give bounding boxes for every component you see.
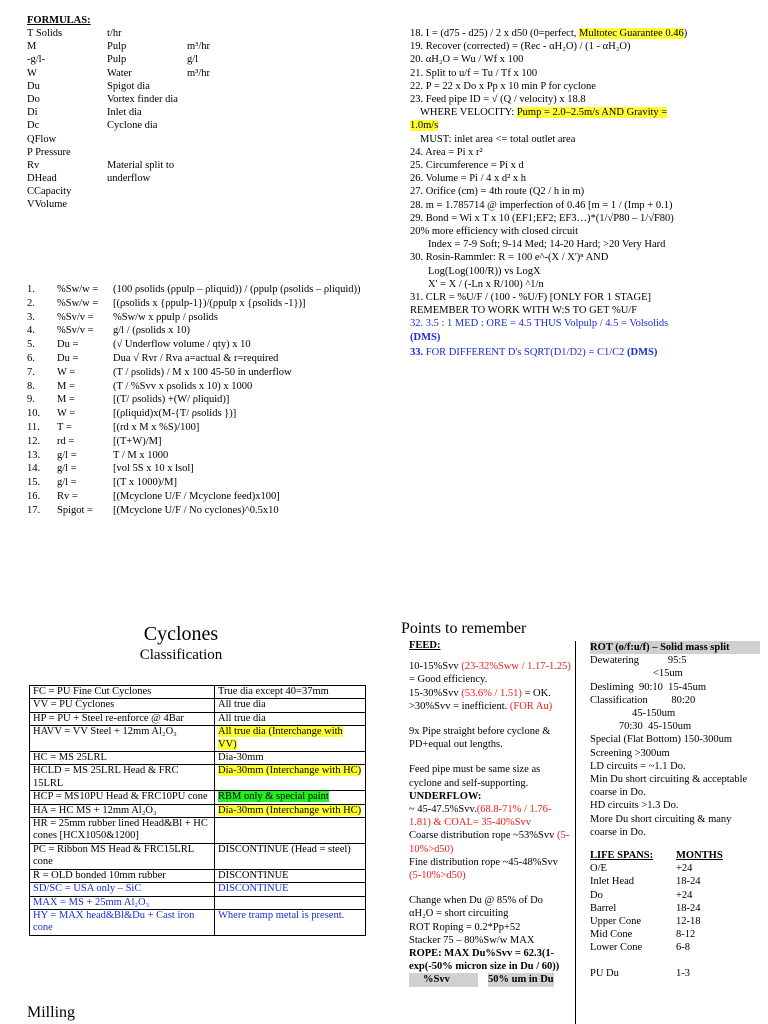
- cyclone-row: [30, 765, 366, 791]
- life-months: 12-18: [676, 916, 701, 928]
- definition-key: QFlow: [27, 133, 57, 145]
- formula-lhs: %Sv/v =: [57, 311, 94, 323]
- definition-unit: g/l: [187, 54, 199, 66]
- definition-meaning: t/hr: [107, 28, 122, 39]
- definition-unit: [187, 106, 267, 119]
- life-part: Mid Cone: [590, 929, 633, 941]
- definition-key: W: [27, 67, 37, 79]
- uf-line-6: ROT Roping = 0.2*Pp+52: [409, 921, 521, 933]
- formula-number: 5.: [27, 339, 35, 351]
- definition-key: CCapacity: [27, 186, 72, 198]
- formula-row: [27, 366, 377, 380]
- underflow-heading: UNDERFLOW:: [409, 790, 482, 802]
- life-row: [590, 875, 760, 888]
- cyclone-note: [215, 804, 366, 817]
- cyclone-note: Dia-30mm: [215, 752, 366, 765]
- life-row: [590, 862, 760, 875]
- definitions-list: [27, 27, 357, 212]
- formula-lhs: Du =: [57, 352, 79, 364]
- definition-row: [27, 67, 357, 80]
- cyclone-note-highlight: Dia-30mm (Interchange with HC): [218, 765, 362, 777]
- formula-rhs: [(rd x M x %S)/100]: [113, 421, 200, 433]
- cyclone-type: HCP = MS10PU Head & FRC10PU cone: [30, 791, 215, 804]
- formula-lhs: Du =: [57, 339, 79, 351]
- formula-rhs: [(ρsolids x {ρpulp-1})/(ρpulp x {ρsolids -1})]: [113, 297, 306, 309]
- uf-line-5: αH₂O = short circuiting: [409, 908, 509, 920]
- definition-key: Rv: [27, 159, 40, 171]
- formula-lhs: W =: [57, 366, 76, 378]
- formula-28: 28. m = 1.785714 @ imperfection of 0.46 [m = 1 / (Imp + 0.1): [410, 199, 673, 211]
- definition-meaning: [107, 172, 187, 185]
- points-title: Points to remember: [401, 620, 527, 637]
- formula-rhs: [(T x 1000)/M]: [113, 477, 177, 489]
- formula-21: 21. Split to u/f = Tu / Tf x 100: [410, 67, 538, 79]
- life-months: 18-24: [676, 902, 701, 914]
- life-spans-header: LIFE SPANS: MONTHS: [590, 850, 723, 862]
- formula-lhs: rd =: [57, 435, 75, 447]
- definition-unit: [187, 80, 267, 93]
- formula-row: [27, 490, 377, 504]
- definition-key: DHead: [27, 173, 57, 185]
- formula-32: 32. 3.5 : 1 MED : ORE = 4.5 THUS Volpulp / 4.5 = Volsolids: [410, 318, 669, 330]
- formula-rhs: [(Mcyclone U/F / No cyclones)^0.5x10: [113, 504, 279, 516]
- life-months: 18-24: [676, 876, 701, 888]
- formulas-18-33: [410, 27, 750, 359]
- cyclones-table: [29, 685, 366, 936]
- definition-row: [27, 93, 357, 106]
- cyclone-row: [30, 686, 366, 699]
- cyclone-type: HP = PU + Steel re-enforce @ 4Bar: [30, 712, 215, 725]
- formula-row: [27, 476, 377, 490]
- formula-lhs: g/l =: [57, 477, 77, 489]
- formula-row: [27, 352, 377, 366]
- formula-20: 20. αH₂O = Wu / Wf x 100: [410, 54, 524, 66]
- definition-row: [27, 198, 357, 211]
- formula-rhs: T / M x 1000: [113, 449, 169, 461]
- uf-line-7: Stacker 75 – 80%Sw/w MAX: [409, 934, 535, 946]
- column-divider: [575, 641, 576, 1024]
- formula-lhs: W =: [57, 408, 76, 420]
- definition-row: [27, 133, 357, 146]
- formula-rhs: [(T+W)/M]: [113, 435, 162, 447]
- formula-lhs: g/l =: [57, 463, 77, 475]
- cyclone-type: HA = HC MS + 12mm Al₂O₃: [30, 804, 215, 817]
- definition-row: [27, 80, 357, 93]
- formula-29: 29. Bond = Wi x T x 10 (EF1;EF2; EF3…)*(1/√P80 – 1/√F80): [410, 212, 674, 224]
- cyclone-note: All true dia: [215, 699, 366, 712]
- cyclone-note-highlight: RBM only & special paint: [218, 791, 329, 803]
- cyclone-type: FC = PU Fine Cut Cyclones: [30, 686, 215, 699]
- cyclone-type: R = OLD bonded 10mm rubber: [30, 869, 215, 882]
- formula-30: 30. Rosin-Rammler: R = 100 e^-(X / X')ⁿ AND: [410, 252, 609, 264]
- life-part: O/E: [590, 863, 607, 875]
- feed-line-1: 10-15%Svv (23-32%Sww / 1.17-1.25) = Good efficiency.: [409, 661, 571, 686]
- cyclone-type: PC = Ribbon MS Head & FRC15LRL cone: [30, 843, 215, 869]
- cyclone-row: [30, 909, 366, 935]
- definition-meaning: [107, 185, 187, 198]
- life-row: [590, 889, 760, 902]
- formula-19: 19. Recover (corrected) = (Rec - αH₂O) / (1 - αH₂O): [410, 41, 631, 53]
- cyclone-note: Where tramp metal is present.: [215, 909, 366, 935]
- definition-meaning: Material split to underflow: [107, 159, 175, 185]
- formula-number: 11.: [27, 421, 40, 433]
- definition-row: [27, 185, 357, 198]
- cyclone-note: True dia except 40=37mm: [215, 686, 366, 699]
- feed-line-5: Feed pipe must be same size as cyclone and self-supporting.: [409, 764, 541, 789]
- cyclone-row: [30, 699, 366, 712]
- formula-row: [27, 504, 377, 518]
- cyclone-type: VV = PU Cyclones: [30, 699, 215, 712]
- formula-lhs: g/l =: [57, 449, 77, 461]
- cyclone-note: [215, 896, 366, 909]
- cyclones-subtitle: Classification: [139, 647, 223, 663]
- rot-line: 70:30 45-150um: [590, 721, 692, 733]
- cyclone-type: MAX = MS + 25mm Al₂O₃: [30, 896, 215, 909]
- cyclone-row: [30, 896, 366, 909]
- formula-row: [27, 311, 377, 325]
- formula-number: 17.: [27, 504, 41, 516]
- life-months: +24: [676, 863, 693, 875]
- formula-lhs: M =: [57, 380, 75, 392]
- cyclone-note-highlight: All true dia (Interchange with VV): [218, 726, 343, 750]
- formula-number: 9.: [27, 394, 35, 406]
- cyclone-note: [215, 791, 366, 804]
- formula-row: [27, 393, 377, 407]
- formula-lhs: M =: [57, 394, 75, 406]
- definition-meaning: Cyclone dia: [107, 120, 158, 132]
- life-months: 8-12: [676, 929, 696, 941]
- formulas-heading: FORMULAS:: [27, 15, 91, 26]
- rot-line: Screening >300um: [590, 747, 670, 759]
- formula-row: [27, 297, 377, 311]
- formula-30-log: Log(Log(100/R)) vs LogX: [428, 265, 541, 277]
- definition-meaning: Spigot dia: [107, 80, 150, 92]
- formula-row: [27, 462, 377, 476]
- cyclone-note: All true dia: [215, 712, 366, 725]
- cyclone-note: [215, 818, 366, 844]
- definition-unit: [187, 119, 267, 132]
- formula-30-x: X' = X / (-Ln x R/100) ^1/n: [428, 278, 544, 290]
- definition-row: [27, 27, 357, 40]
- definition-unit: [187, 146, 267, 159]
- formula-rhs: [vol 5S x 10 x lsol]: [113, 463, 194, 475]
- life-row-pu-du: PU Du 1-3: [590, 967, 690, 979]
- formula-row: [27, 283, 377, 297]
- formula-number: 10.: [27, 408, 41, 420]
- definition-row: [27, 40, 357, 53]
- formula-29-index: Index = 7-9 Soft; 9-14 Med; 14-20 Hard; >20 Very Hard: [428, 239, 666, 251]
- definition-key: -g/l-: [27, 54, 46, 66]
- life-row: [590, 902, 760, 915]
- formula-lhs: %Sw/w =: [57, 297, 99, 309]
- rot-line: Special (Flat Bottom) 150-300um: [590, 734, 733, 746]
- cyclone-row: [30, 726, 366, 752]
- definition-unit: [187, 198, 267, 211]
- rot-line: Min Du short circuiting & acceptable coarse in Do.: [590, 774, 750, 799]
- definition-meaning: Pulp: [107, 41, 127, 53]
- formula-lhs: Rv =: [57, 490, 78, 502]
- formula-lhs: Spigot =: [57, 504, 93, 516]
- cyclone-row: [30, 818, 366, 844]
- formula-row: [27, 338, 377, 352]
- life-row: [590, 928, 760, 941]
- definition-key: P Pressure: [27, 146, 71, 158]
- definition-meaning: [107, 133, 187, 146]
- rot-line: Dewatering 95:5: [590, 655, 687, 667]
- formula-23: 23. Feed pipe ID = √ (Q / velocity) x 18.8: [410, 94, 586, 106]
- life-part: Upper Cone: [590, 916, 642, 928]
- formula-rhs: [(T/ ρsolids) +(W/ ρliquid)]: [113, 394, 230, 406]
- formula-18: 18. I = (d75 - d25) / 2 x d50 (0=perfect, Multotec Guarantee 0.46): [410, 28, 688, 39]
- life-part: Do: [590, 889, 603, 901]
- formula-number: 15.: [27, 477, 41, 489]
- definition-unit: [187, 133, 267, 146]
- cyclone-type: SD/SC = USA only – SiC: [30, 883, 215, 896]
- definition-unit: [187, 159, 267, 172]
- definition-meaning: Water: [107, 67, 132, 79]
- formula-row: [27, 407, 377, 421]
- life-row: [590, 941, 760, 954]
- formula-row: [27, 421, 377, 435]
- formula-23-velocity: WHERE VELOCITY: Pump = 2.0–2.5m/s AND Gravity =: [420, 107, 668, 119]
- formula-row: [27, 435, 377, 449]
- milling-heading: Milling: [27, 1004, 76, 1021]
- formula-27: 27. Orifice (cm) = 4th route (Q2 / h in m): [410, 186, 585, 198]
- formula-number: 2.: [27, 297, 35, 309]
- formula-rhs: Dua √ Rvr / Rva a=actual & r=required: [113, 352, 279, 364]
- definition-row: [27, 146, 357, 159]
- formula-number: 12.: [27, 435, 41, 447]
- formula-26: 26. Volume = Pi / 4 x d² x h: [410, 173, 527, 185]
- cyclone-note-highlight: Dia-30mm (Interchange with HC): [218, 804, 362, 816]
- formula-23-must: MUST: inlet area <= total outlet area: [420, 133, 576, 145]
- cyclone-row: [30, 712, 366, 725]
- uf-line-3: Fine distribution rope ~45-48%Svv (5-10%>d50): [409, 856, 558, 882]
- formula-rhs: [(Mcyclone U/F / Mcyclone feed)x100]: [113, 490, 280, 502]
- definition-unit: [187, 185, 267, 198]
- life-part: Lower Cone: [590, 942, 643, 954]
- cyclone-type: HY = MAX head&Bl&Du + Cast iron cone: [30, 909, 215, 935]
- definition-meaning: Vortex finder dia: [107, 93, 178, 105]
- formula-number: 8.: [27, 380, 35, 392]
- formula-rhs: (T / %Svv x ρsolids x 10) x 1000: [113, 380, 253, 392]
- formula-31: 31. CLR = %U/F / (100 - %U/F) [ONLY FOR 1 STAGE]: [410, 292, 652, 304]
- formula-rhs: (T / ρsolids) / M x 100 45-50 in underflow: [113, 366, 292, 378]
- formula-rhs: g/l / (ρsolids x 10): [113, 325, 190, 337]
- formula-row: [27, 449, 377, 463]
- formula-23-gravity: 1.0m/s: [410, 120, 439, 132]
- formula-number: 16.: [27, 490, 41, 502]
- life-months: 6-8: [676, 942, 690, 954]
- formula-31-note: REMEMBER TO WORK WITH W:S TO GET %U/F: [410, 305, 638, 317]
- definition-meaning: [107, 198, 187, 211]
- points-column: [409, 639, 572, 987]
- definition-key: M: [27, 41, 37, 53]
- rot-line: More Du short circuiting & many coarse in Do.: [590, 813, 735, 838]
- uf-line-4: Change when Du @ 85% of Do: [409, 895, 543, 907]
- definition-unit: m³/hr: [187, 67, 210, 79]
- feed-line-2: 15-30%Svv (53.6% / 1.51) = OK.: [409, 687, 551, 699]
- cyclone-row: [30, 804, 366, 817]
- uf-line-8: ROPE: MAX Du%Svv = 62.3(1-exp(-50% micron size in Du / 60)): [409, 948, 560, 973]
- formula-lhs: %Sv/v =: [57, 325, 94, 337]
- life-part: Barrel: [590, 902, 617, 914]
- cyclones-title: Cyclones: [143, 623, 219, 645]
- definition-row: [27, 172, 357, 185]
- cyclone-note: DISCONTINUE (Head = steel): [215, 843, 366, 869]
- formula-33: 33. FOR DIFFERENT D's SQRT(D1/D2) = C1/C2 (DMS): [410, 346, 658, 358]
- formula-rhs: (√ Underflow volume / qty) x 10: [113, 339, 251, 351]
- definition-key: Di: [27, 107, 38, 119]
- formula-22: 22. P = 22 x Do x Pp x 10 min P for cyclone: [410, 80, 596, 92]
- definition-row: [27, 119, 357, 132]
- formula-number: 1.: [27, 284, 35, 295]
- cyclone-row: [30, 869, 366, 882]
- formula-number: 3.: [27, 311, 35, 323]
- life-months: +24: [676, 889, 693, 901]
- formula-lhs: %Sw/w =: [57, 284, 99, 295]
- life-row: [590, 915, 760, 928]
- formula-29-note: 20% more efficiency with closed circuit: [410, 226, 579, 238]
- definition-key: Do: [27, 93, 40, 105]
- definition-unit: [187, 93, 267, 106]
- rot-line: LD circuits = ~1.1 Do.: [590, 760, 686, 772]
- formula-number: 14.: [27, 463, 41, 475]
- rot-line: <15um: [590, 668, 683, 680]
- formula-number: 13.: [27, 449, 41, 461]
- formula-24: 24. Area = Pi x r²: [410, 146, 483, 158]
- formula-row: [27, 324, 377, 338]
- formula-lhs: T =: [57, 421, 72, 433]
- formula-number: 6.: [27, 352, 35, 364]
- rot-line: HD circuits >1.3 Do.: [590, 800, 679, 812]
- cyclone-note: [215, 726, 366, 752]
- formula-rhs: %Sw/w x ρpulp / ρsolids: [113, 311, 218, 323]
- formula-32-dms: (DMS): [410, 331, 441, 343]
- cyclone-row: [30, 791, 366, 804]
- definition-key: VVolume: [27, 199, 68, 211]
- definition-meaning: Inlet dia: [107, 107, 142, 119]
- uf-line-2: Coarse distribution rope ~53%Svv (5-10%>d50): [409, 830, 570, 855]
- formula-number: 4.: [27, 325, 35, 337]
- cyclone-row: [30, 843, 366, 869]
- cyclone-note: [215, 765, 366, 791]
- formula-row: [27, 380, 377, 394]
- cyclone-type: HR = 25mm rubber lined Head&Bl + HC cones [HCX1050&1200]: [30, 818, 215, 844]
- cyclone-note: DISCONTINUE: [215, 869, 366, 882]
- numbered-formulas: [27, 283, 377, 518]
- feed-line-3: >30%Svv = inefficient. (FOR Au): [409, 700, 553, 712]
- definition-meaning: Pulp: [107, 54, 127, 66]
- cyclone-type: HC = MS 25LRL: [30, 752, 215, 765]
- uf-line-1: ~ 45-47.5%Svv.(68.8-71% / 1.76-1.81) & COAL= 35-40%Svv: [409, 804, 552, 829]
- definition-key: T Solids: [27, 28, 63, 39]
- rot-heading: ROT (o/f:u/f) – Solid mass split: [590, 641, 760, 654]
- definition-unit: [187, 172, 267, 185]
- feed-heading: FEED:: [409, 640, 441, 651]
- life-part: Inlet Head: [590, 876, 635, 888]
- formula-number: 7.: [27, 366, 35, 378]
- cyclone-type: HCLD = MS 25LRL Head & FRC 15LRL: [30, 765, 215, 791]
- uf-line-9: %Svv 50% um in Du: [409, 973, 572, 986]
- definition-key: Du: [27, 80, 40, 92]
- definition-meaning: [107, 146, 187, 159]
- formula-rhs: [(ρliquid)x(M-{T/ ρsolids })]: [113, 408, 237, 420]
- rot-line: Classification 80:20: [590, 694, 696, 706]
- definition-unit: m³/hr: [187, 41, 210, 53]
- rot-line: 45-150um: [590, 708, 676, 720]
- definition-row: [27, 53, 357, 66]
- cyclone-row: [30, 752, 366, 765]
- rot-line: Desliming 90:10 15-45um: [590, 681, 707, 693]
- rot-column: [590, 641, 760, 980]
- formula-25: 25. Circumference = Pi x d: [410, 160, 524, 172]
- cyclone-type: HAVV = VV Steel + 12mm Al₂O₃: [30, 726, 215, 752]
- definition-key: Dc: [27, 120, 40, 132]
- definition-row: [27, 106, 357, 119]
- cyclone-note: DISCONTINUE: [215, 883, 366, 896]
- feed-line-4: 9x Pipe straight before cyclone & PD+equal out lengths.: [409, 726, 551, 751]
- formula-rhs: (100 ρsolids (ρpulp – ρliquid)) / (ρpulp (ρsolids – ρliquid)): [113, 284, 361, 295]
- definition-unit: [187, 27, 267, 40]
- cyclone-row: [30, 883, 366, 896]
